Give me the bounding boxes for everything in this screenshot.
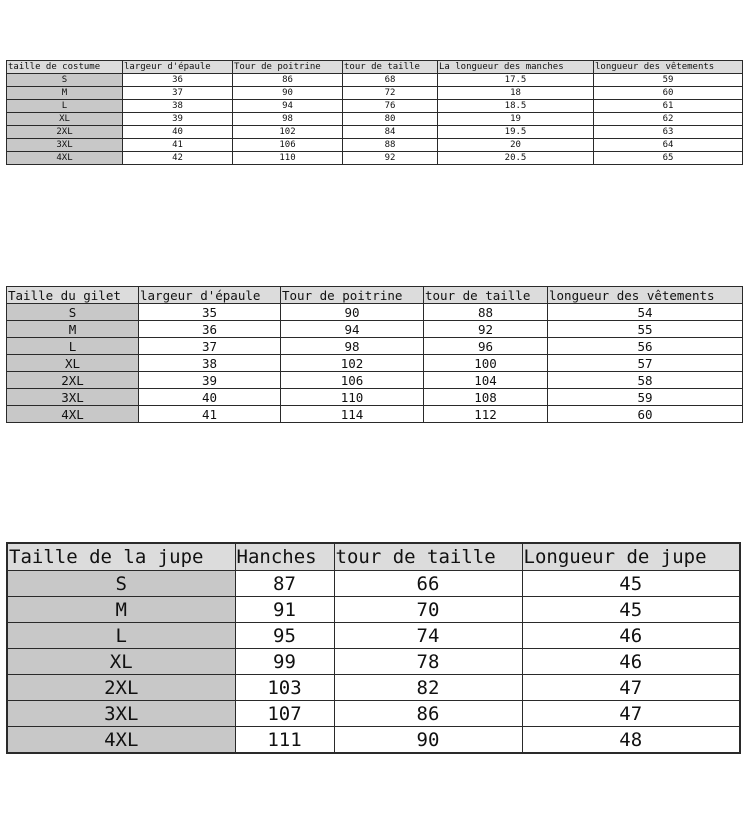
measurement-cell: 60 (548, 406, 743, 423)
table-header-row (7, 61, 743, 74)
table-row (7, 355, 743, 372)
table-row (7, 304, 743, 321)
table-row (7, 623, 740, 649)
measurement-cell: 18.5 (438, 100, 594, 113)
measurement-cell: 63 (594, 126, 743, 139)
column-header: largeur d'épaule (139, 287, 281, 304)
size-label-cell: 3XL (7, 389, 139, 406)
measurement-cell: 90 (281, 304, 424, 321)
column-header: tour de taille (334, 543, 522, 571)
measurement-cell: 108 (424, 389, 548, 406)
table-row (7, 321, 743, 338)
size-label-cell: XL (7, 113, 123, 126)
column-header: longueur des vêtements (548, 287, 743, 304)
table-row (7, 87, 743, 100)
measurement-cell: 110 (281, 389, 424, 406)
column-header: Taille du gilet (7, 287, 139, 304)
size-label-cell: 2XL (7, 372, 139, 389)
table-row (7, 406, 743, 423)
table-row (7, 701, 740, 727)
size-label-cell: M (7, 87, 123, 100)
measurement-cell: 17.5 (438, 74, 594, 87)
column-header: Tour de poitrine (233, 61, 343, 74)
table-row (7, 372, 743, 389)
costume-size-table (6, 60, 743, 165)
size-label-cell: 2XL (7, 126, 123, 139)
table-row (7, 338, 743, 355)
table-header-row (7, 543, 740, 571)
measurement-cell: 86 (233, 74, 343, 87)
table-row (7, 571, 740, 597)
measurement-cell: 90 (334, 727, 522, 754)
measurement-cell: 84 (343, 126, 438, 139)
measurement-cell: 39 (139, 372, 281, 389)
measurement-cell: 106 (281, 372, 424, 389)
table-row (7, 126, 743, 139)
measurement-cell: 111 (235, 727, 334, 754)
measurement-cell: 20.5 (438, 152, 594, 165)
table-row (7, 389, 743, 406)
column-header: Longueur de jupe (522, 543, 740, 571)
measurement-cell: 107 (235, 701, 334, 727)
measurement-cell: 112 (424, 406, 548, 423)
column-header: Hanches (235, 543, 334, 571)
measurement-cell: 45 (522, 597, 740, 623)
measurement-cell: 114 (281, 406, 424, 423)
measurement-cell: 47 (522, 701, 740, 727)
measurement-cell: 35 (139, 304, 281, 321)
size-label-cell: L (7, 338, 139, 355)
measurement-cell: 106 (233, 139, 343, 152)
measurement-cell: 46 (522, 649, 740, 675)
size-label-cell: 4XL (7, 406, 139, 423)
size-label-cell: L (7, 623, 235, 649)
table-row (7, 675, 740, 701)
size-label-cell: M (7, 597, 235, 623)
measurement-cell: 45 (522, 571, 740, 597)
measurement-cell: 36 (139, 321, 281, 338)
table-row (7, 139, 743, 152)
size-label-cell: 4XL (7, 727, 235, 754)
measurement-cell: 110 (233, 152, 343, 165)
table-row (7, 649, 740, 675)
size-label-cell: 3XL (7, 701, 235, 727)
measurement-cell: 94 (233, 100, 343, 113)
size-label-cell: 2XL (7, 675, 235, 701)
measurement-cell: 37 (123, 87, 233, 100)
column-header: tour de taille (343, 61, 438, 74)
column-header: taille de costume (7, 61, 123, 74)
measurement-cell: 19 (438, 113, 594, 126)
measurement-cell: 40 (139, 389, 281, 406)
measurement-cell: 48 (522, 727, 740, 754)
size-label-cell: 4XL (7, 152, 123, 165)
measurement-cell: 59 (594, 74, 743, 87)
measurement-cell: 42 (123, 152, 233, 165)
measurement-cell: 98 (233, 113, 343, 126)
measurement-cell: 59 (548, 389, 743, 406)
measurement-cell: 82 (334, 675, 522, 701)
measurement-cell: 64 (594, 139, 743, 152)
table-row (7, 100, 743, 113)
measurement-cell: 41 (123, 139, 233, 152)
measurement-cell: 91 (235, 597, 334, 623)
size-label-cell: S (7, 571, 235, 597)
measurement-cell: 65 (594, 152, 743, 165)
measurement-cell: 90 (233, 87, 343, 100)
measurement-cell: 98 (281, 338, 424, 355)
size-label-cell: L (7, 100, 123, 113)
measurement-cell: 102 (233, 126, 343, 139)
column-header: largeur d'épaule (123, 61, 233, 74)
size-label-cell: S (7, 304, 139, 321)
measurement-cell: 41 (139, 406, 281, 423)
table-header-row (7, 287, 743, 304)
measurement-cell: 37 (139, 338, 281, 355)
measurement-cell: 92 (424, 321, 548, 338)
measurement-cell: 76 (343, 100, 438, 113)
measurement-cell: 66 (334, 571, 522, 597)
measurement-cell: 58 (548, 372, 743, 389)
measurement-cell: 57 (548, 355, 743, 372)
measurement-cell: 99 (235, 649, 334, 675)
measurement-cell: 87 (235, 571, 334, 597)
measurement-cell: 56 (548, 338, 743, 355)
size-label-cell: S (7, 74, 123, 87)
table-row (7, 727, 740, 754)
measurement-cell: 104 (424, 372, 548, 389)
measurement-cell: 86 (334, 701, 522, 727)
measurement-cell: 70 (334, 597, 522, 623)
jupe-size-table (6, 542, 741, 754)
measurement-cell: 88 (424, 304, 548, 321)
column-header: tour de taille (424, 287, 548, 304)
measurement-cell: 80 (343, 113, 438, 126)
size-label-cell: XL (7, 649, 235, 675)
measurement-cell: 94 (281, 321, 424, 338)
size-label-cell: M (7, 321, 139, 338)
measurement-cell: 68 (343, 74, 438, 87)
column-header: Tour de poitrine (281, 287, 424, 304)
measurement-cell: 40 (123, 126, 233, 139)
measurement-cell: 54 (548, 304, 743, 321)
measurement-cell: 74 (334, 623, 522, 649)
measurement-cell: 38 (139, 355, 281, 372)
gilet-size-table (6, 286, 743, 423)
measurement-cell: 92 (343, 152, 438, 165)
column-header: La longueur des manches (438, 61, 594, 74)
measurement-cell: 19.5 (438, 126, 594, 139)
measurement-cell: 46 (522, 623, 740, 649)
table-row (7, 113, 743, 126)
measurement-cell: 60 (594, 87, 743, 100)
measurement-cell: 96 (424, 338, 548, 355)
measurement-cell: 39 (123, 113, 233, 126)
measurement-cell: 61 (594, 100, 743, 113)
measurement-cell: 95 (235, 623, 334, 649)
measurement-cell: 72 (343, 87, 438, 100)
measurement-cell: 47 (522, 675, 740, 701)
table-row (7, 597, 740, 623)
column-header: Taille de la jupe (7, 543, 235, 571)
measurement-cell: 38 (123, 100, 233, 113)
size-label-cell: 3XL (7, 139, 123, 152)
measurement-cell: 78 (334, 649, 522, 675)
measurement-cell: 36 (123, 74, 233, 87)
table-row (7, 74, 743, 87)
measurement-cell: 103 (235, 675, 334, 701)
column-header: longueur des vêtements (594, 61, 743, 74)
measurement-cell: 55 (548, 321, 743, 338)
size-label-cell: XL (7, 355, 139, 372)
measurement-cell: 88 (343, 139, 438, 152)
measurement-cell: 18 (438, 87, 594, 100)
table-row (7, 152, 743, 165)
measurement-cell: 100 (424, 355, 548, 372)
measurement-cell: 102 (281, 355, 424, 372)
measurement-cell: 20 (438, 139, 594, 152)
measurement-cell: 62 (594, 113, 743, 126)
